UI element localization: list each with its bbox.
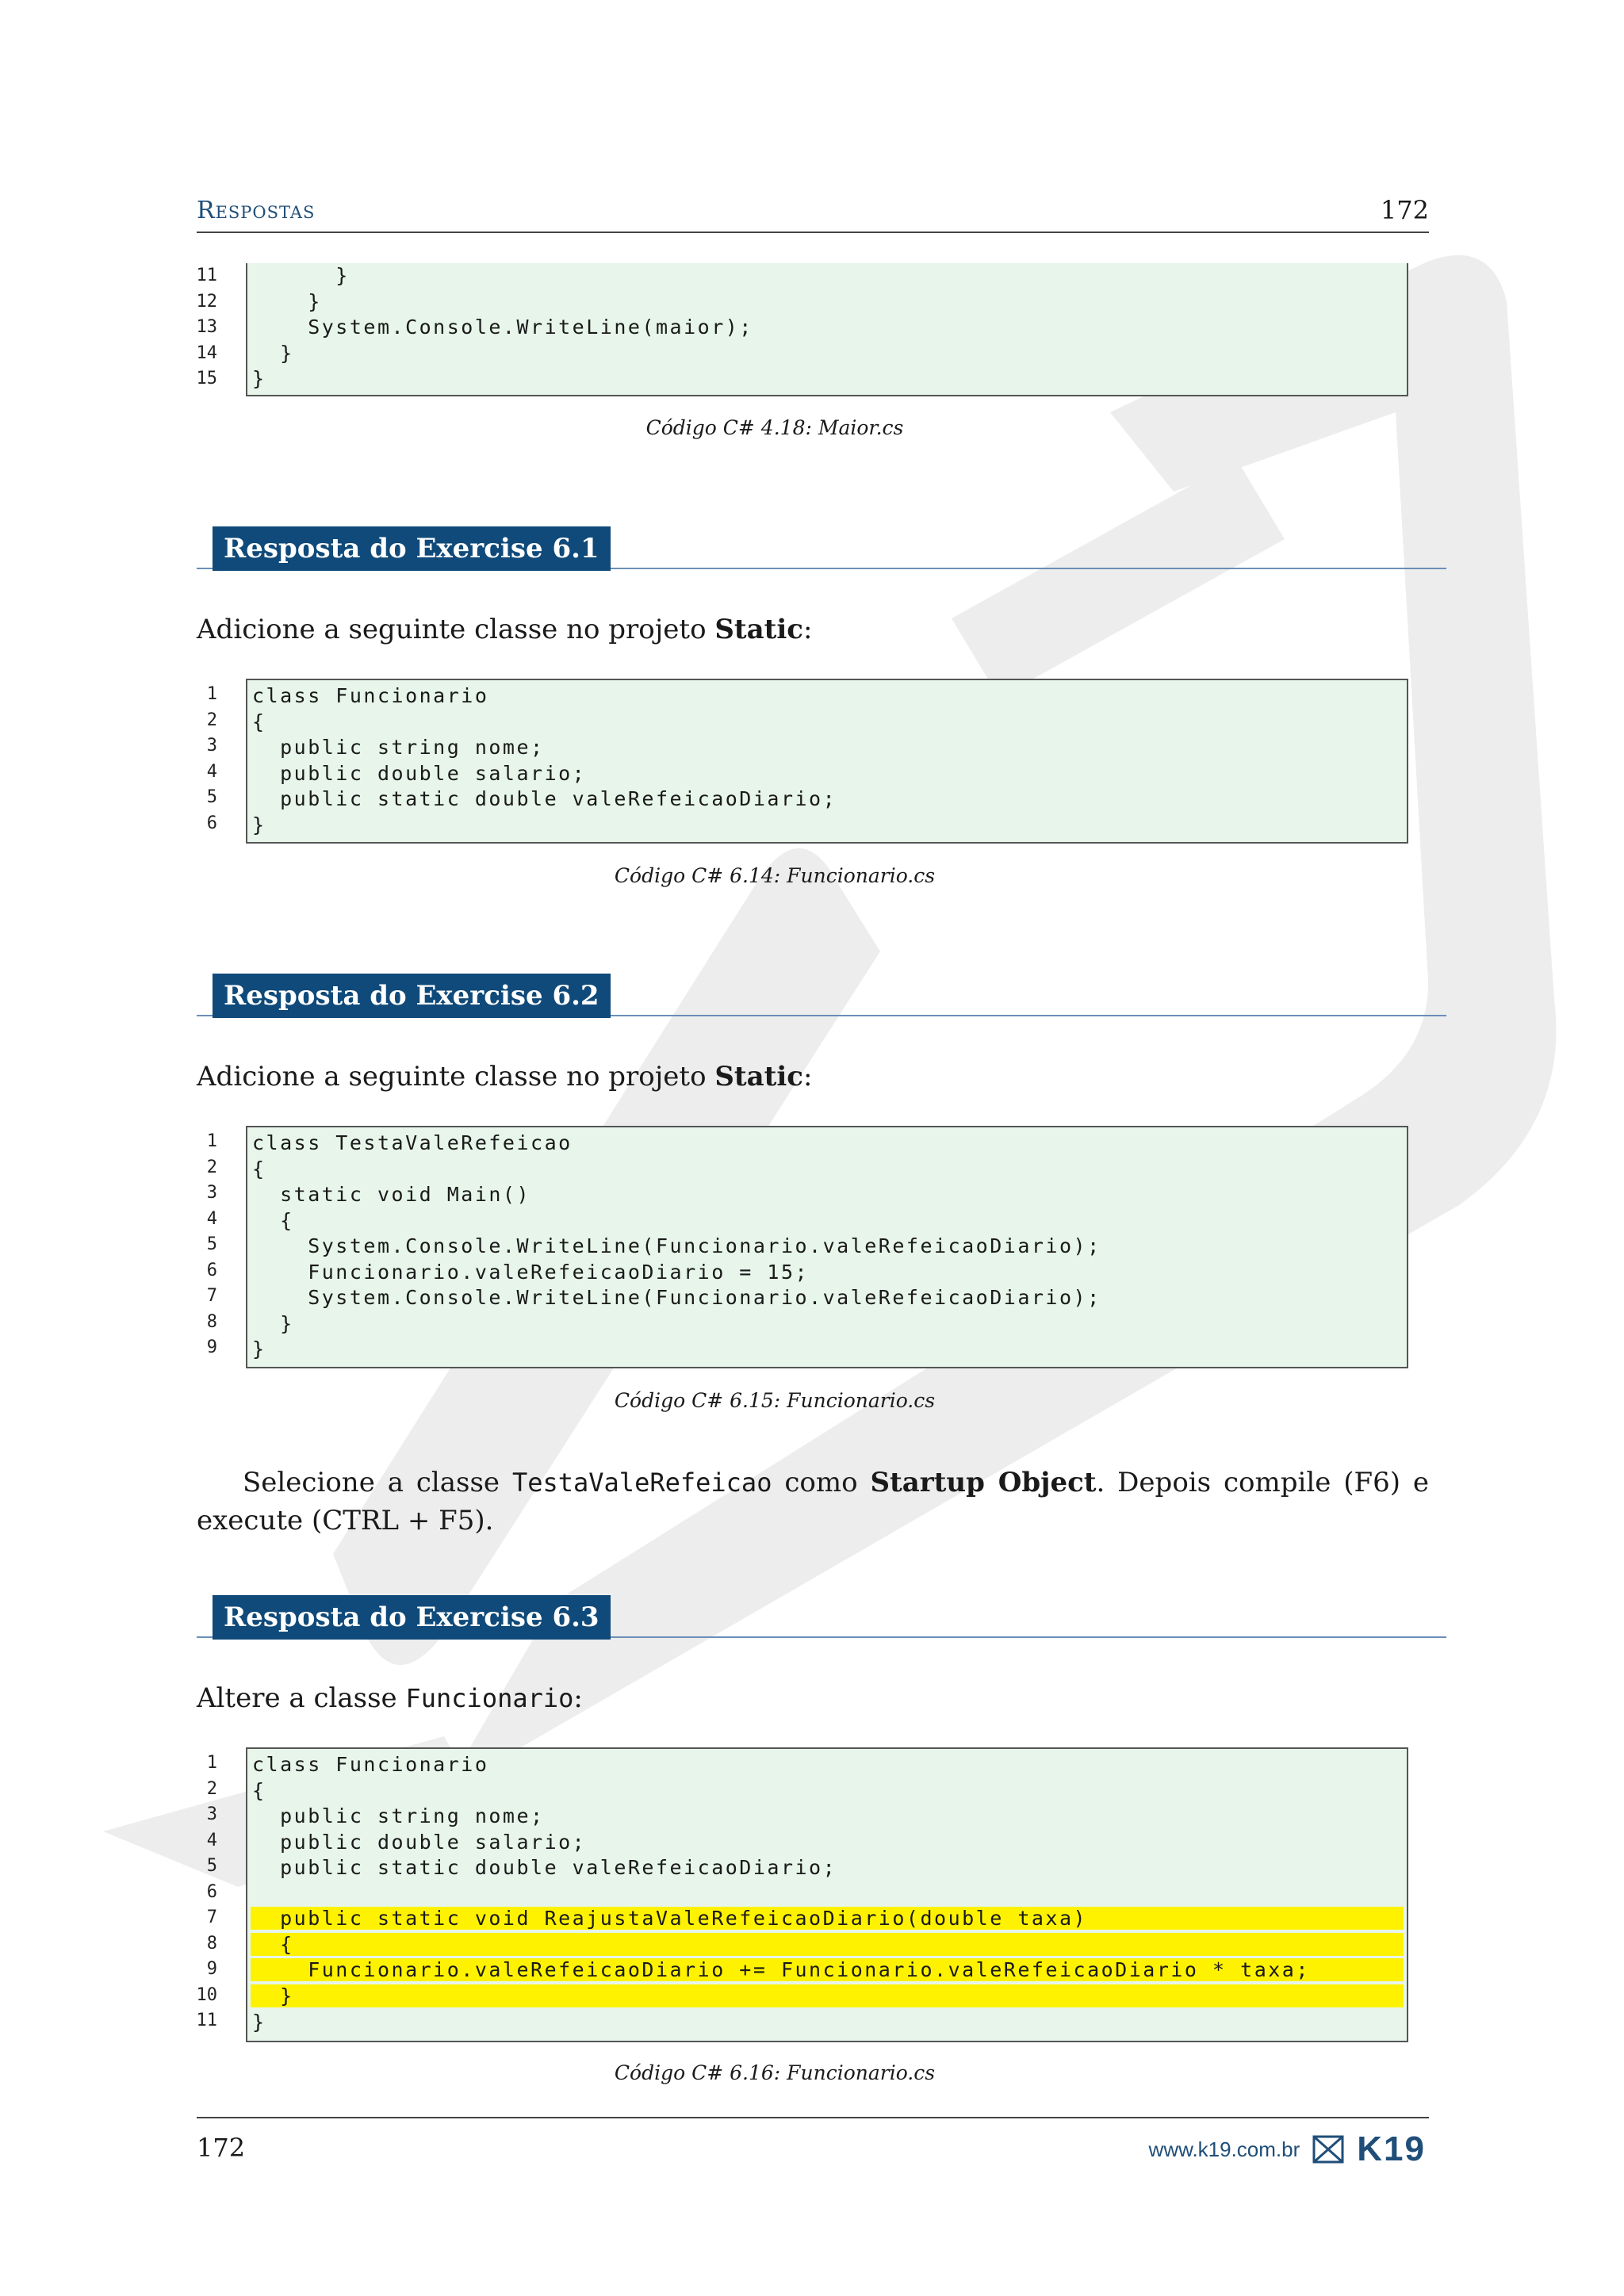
code-line: static void Main() — [252, 1183, 531, 1206]
line-number: 6 — [206, 813, 217, 833]
code-line: } — [252, 264, 350, 287]
code-line: public string nome; — [252, 1804, 545, 1827]
section-intro: Adicione a seguinte classe no projeto Static: — [197, 1061, 813, 1093]
footer-brand — [1149, 2130, 1426, 2169]
line-number: 3 — [206, 736, 217, 756]
line-number: 3 — [206, 1804, 217, 1824]
code-line: public string nome; — [252, 736, 545, 759]
code-caption: Código C# 6.15: Funcionario.cs — [614, 1389, 936, 1412]
code-caption: Código C# 4.18: Maior.cs — [645, 416, 904, 439]
code-block-funcionario-6-14 — [246, 679, 1408, 844]
code-caption: Código C# 6.16: Funcionario.cs — [614, 2061, 936, 2084]
footer-page-number: 172 — [197, 2133, 246, 2163]
code-line: System.Console.WriteLine(Funcionario.valeRefeicaoDiario); — [252, 1234, 1101, 1257]
code-line: System.Console.WriteLine(maior); — [252, 316, 753, 339]
line-number: 11 — [196, 266, 217, 285]
line-number: 2 — [206, 1157, 217, 1177]
section-intro: Altere a classe Funcionario: — [197, 1682, 583, 1714]
code-line: public static double valeRefeicaoDiario; — [252, 1856, 837, 1879]
line-number: 7 — [206, 1286, 217, 1306]
section-title-6-1: Resposta do Exercise 6.1 — [213, 526, 611, 571]
line-number: 11 — [196, 2011, 217, 2030]
footer-rule — [197, 2117, 1429, 2118]
code-line-highlighted: Funcionario.valeRefeicaoDiario += Funcionario.valeRefeicaoDiario * taxa; — [251, 1958, 1404, 1981]
code-line: { — [252, 710, 266, 733]
line-number: 8 — [206, 1933, 217, 1954]
line-number: 6 — [206, 1881, 217, 1902]
code-line: } — [252, 341, 294, 365]
code-line: Funcionario.valeRefeicaoDiario = 15; — [252, 1260, 810, 1284]
code-line: { — [252, 1208, 294, 1232]
line-number: 4 — [206, 1830, 217, 1850]
line-number: 6 — [206, 1260, 217, 1280]
line-number: 10 — [196, 1984, 217, 2005]
instruction-paragraph: Selecione a classe TestaValeRefeicao como Startup Object. Depois compile (F6) e execute (CTRL + F5). — [197, 1467, 1430, 1536]
k19-logo-icon — [1312, 2135, 1344, 2164]
code-line-highlighted: { — [251, 1933, 1404, 1956]
line-number: 2 — [206, 1778, 217, 1799]
line-number: 5 — [206, 1234, 217, 1254]
header-rule — [197, 232, 1429, 233]
code-caption: Código C# 6.14: Funcionario.cs — [614, 864, 936, 887]
code-line-highlighted: public static void ReajustaValeRefeicaoDiario(double taxa) — [251, 1907, 1404, 1930]
line-number: 1 — [206, 1753, 217, 1773]
line-number: 15 — [196, 369, 217, 388]
line-number: 12 — [196, 291, 217, 312]
line-number: 5 — [206, 1856, 217, 1876]
line-number: 8 — [206, 1311, 217, 1332]
code-line: class Funcionario — [252, 1753, 489, 1776]
code-block-testavalerefeicao — [246, 1126, 1408, 1368]
line-number: 2 — [206, 710, 217, 730]
code-line: class Funcionario — [252, 684, 489, 707]
line-number: 13 — [196, 317, 217, 337]
line-number: 4 — [206, 1208, 217, 1229]
line-number: 7 — [206, 1908, 217, 1927]
line-number: 1 — [206, 1131, 217, 1151]
code-line: } — [252, 367, 266, 390]
code-block-maior — [246, 263, 1408, 396]
section-title-6-3: Resposta do Exercise 6.3 — [213, 1595, 611, 1640]
section-title-6-2: Resposta do Exercise 6.2 — [213, 974, 611, 1018]
section-intro: Adicione a seguinte classe no projeto Static: — [197, 614, 813, 645]
code-line: { — [252, 1157, 266, 1181]
code-line: } — [252, 1311, 294, 1335]
line-number: 9 — [206, 1959, 217, 1979]
code-line-highlighted: } — [251, 1984, 1404, 2007]
code-line: class TestaValeRefeicao — [252, 1131, 573, 1154]
code-line: public double salario; — [252, 1830, 587, 1854]
running-header-section: Respostas — [197, 197, 316, 224]
line-number: 4 — [206, 761, 217, 782]
code-line: { — [252, 1778, 266, 1802]
code-line: public double salario; — [252, 761, 587, 785]
k19-logo-text: K19 — [1357, 2130, 1426, 2168]
line-number: 9 — [206, 1337, 217, 1357]
running-header-page-number: 172 — [1380, 195, 1429, 225]
code-block-funcionario-6-16 — [246, 1747, 1408, 2042]
code-line: } — [252, 2011, 266, 2034]
code-line — [247, 1881, 1407, 1908]
footer-site-link[interactable]: www.k19.com.br — [1148, 2137, 1300, 2161]
code-line: System.Console.WriteLine(Funcionario.valeRefeicaoDiario); — [252, 1286, 1101, 1309]
line-number: 5 — [206, 787, 217, 807]
line-number: 3 — [206, 1183, 217, 1203]
code-line: } — [252, 289, 322, 313]
code-line: } — [252, 813, 266, 836]
code-line: public static double valeRefeicaoDiario; — [252, 787, 837, 810]
line-number: 14 — [196, 342, 217, 363]
line-number: 1 — [206, 684, 217, 704]
code-line: } — [252, 1337, 266, 1360]
